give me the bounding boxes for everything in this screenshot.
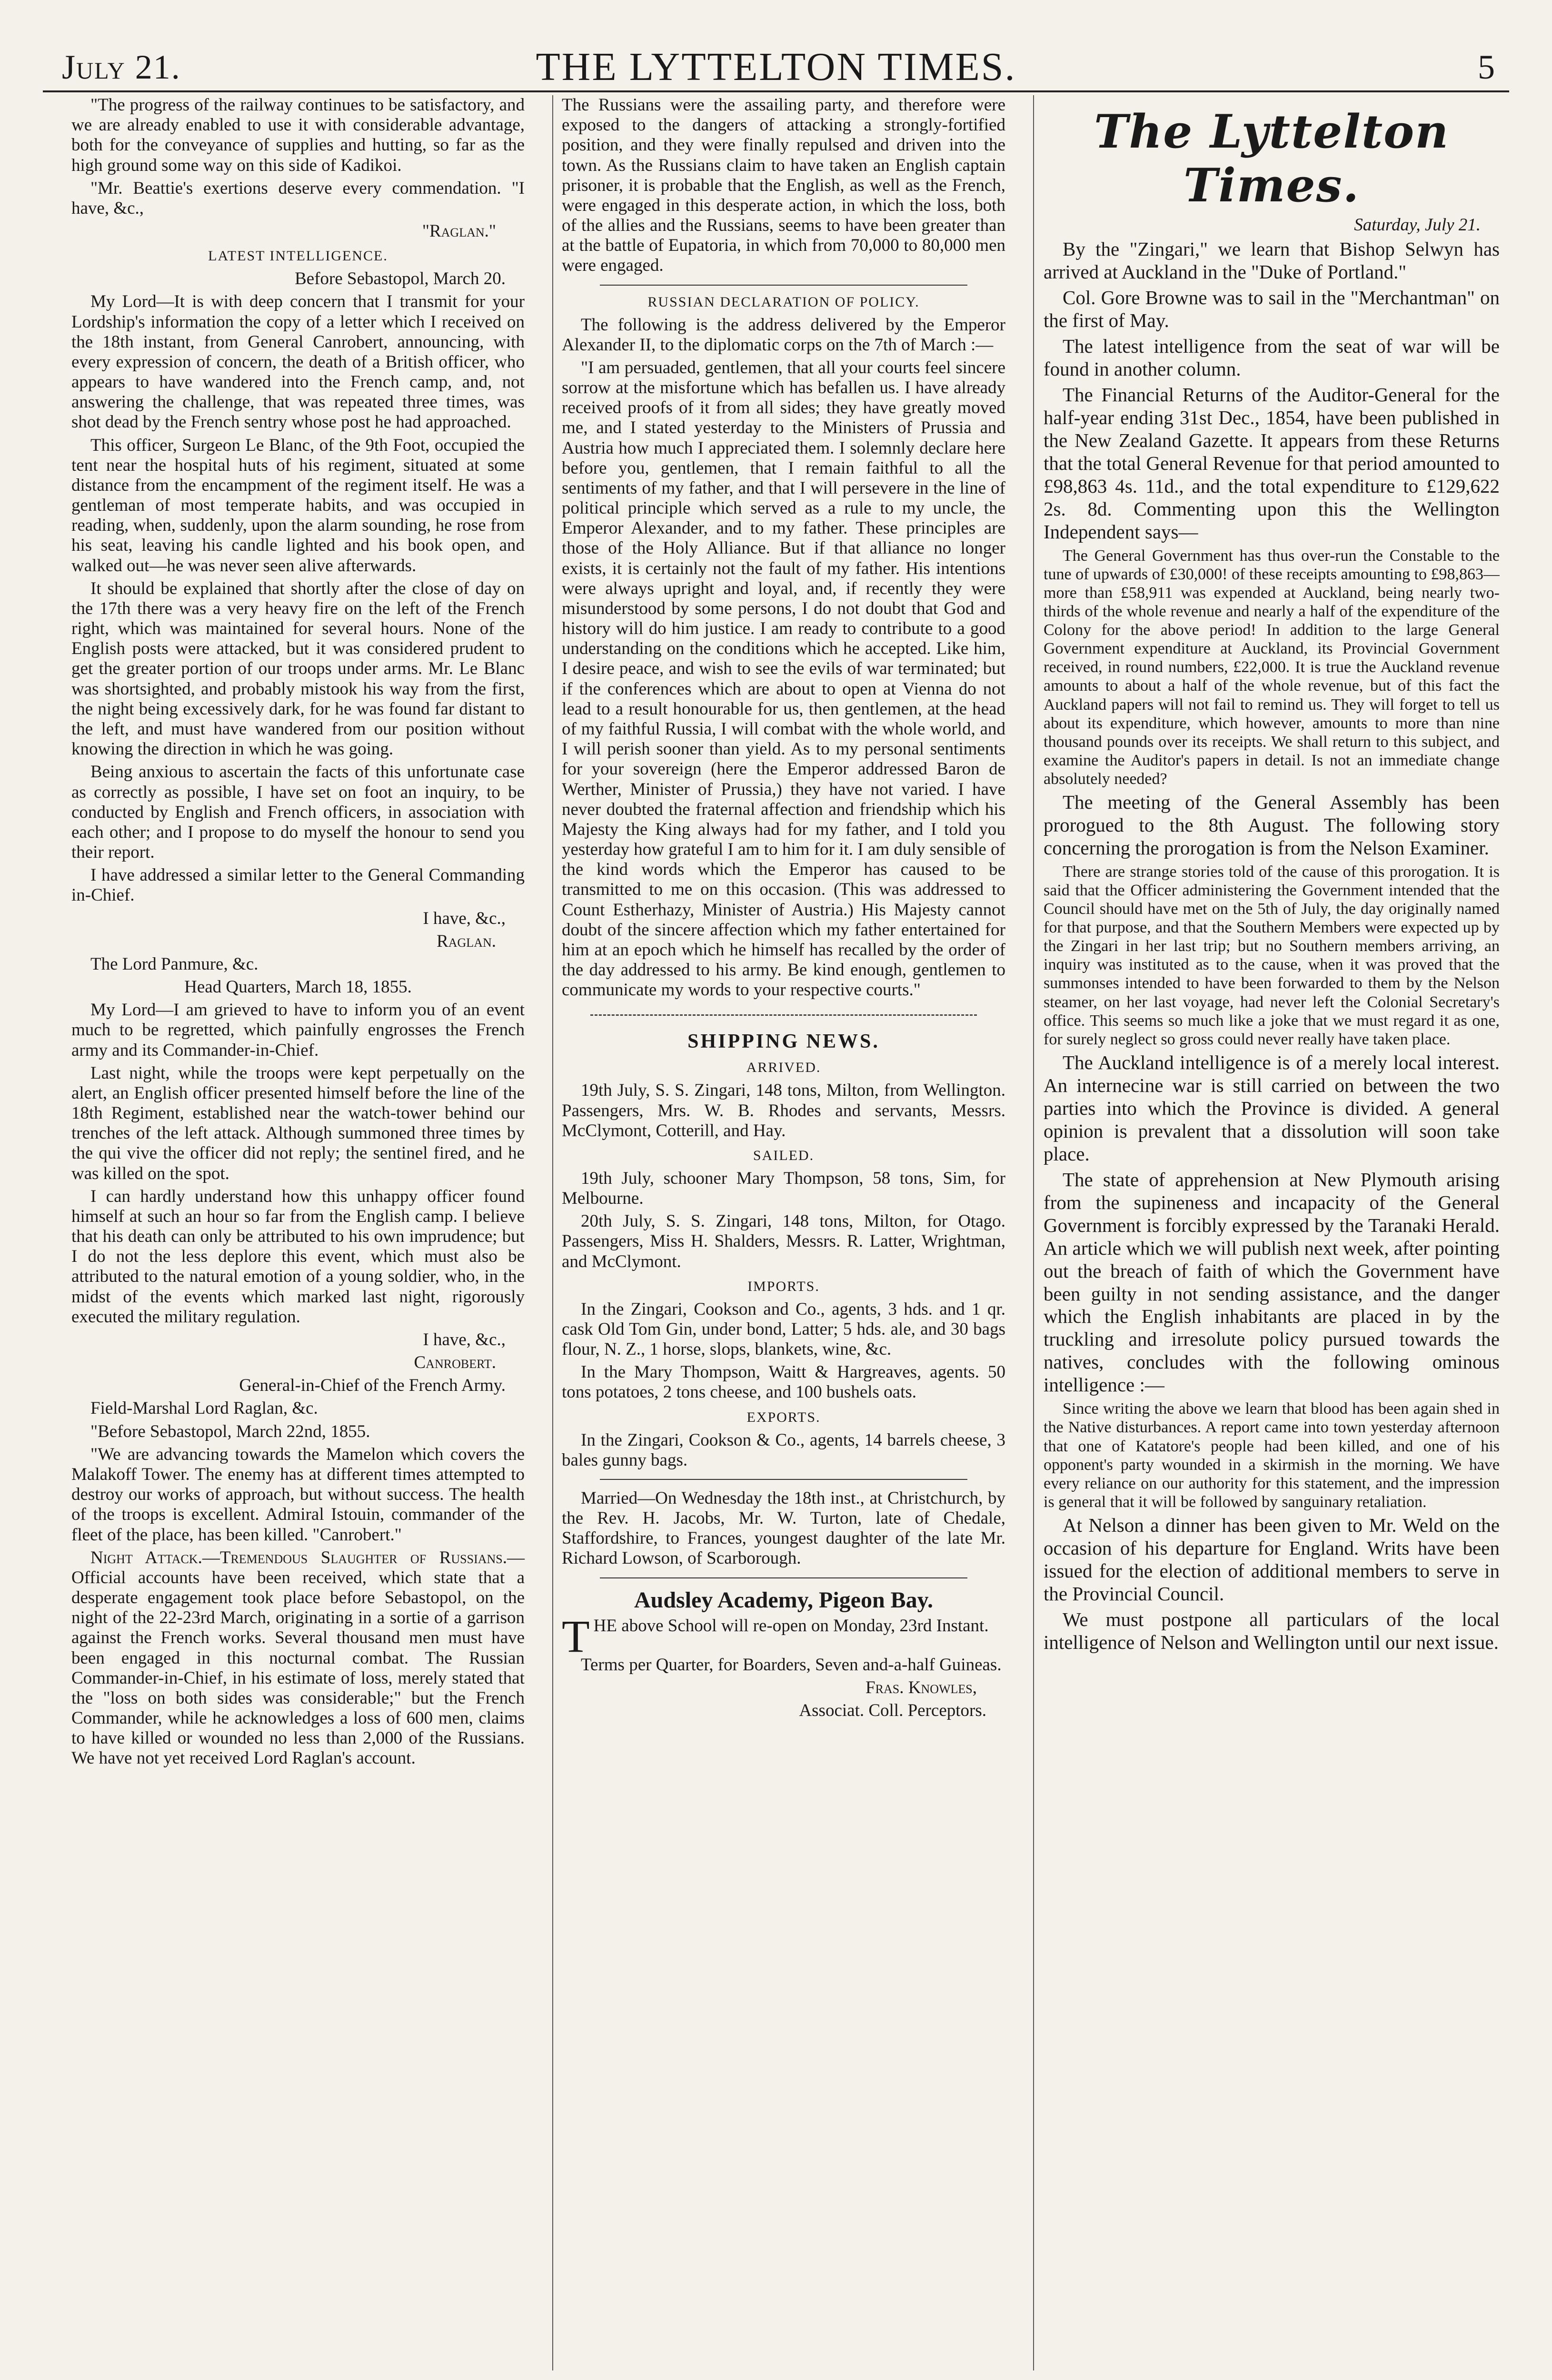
sub-heading: EXPORTS. — [746, 1409, 821, 1425]
divider — [590, 1014, 977, 1016]
addressee: The Lord Panmure, &c. — [90, 954, 259, 974]
advert-heading: Audsley Academy, Pigeon Bay. — [634, 1587, 934, 1613]
quoted-paragraph: There are strange stories told of the cause of this prorogation. It is said that the Officer administering the Government intended that the Council should have met on the 5th of July, the day originally named for that purpose, and that the Southern Members were expected up by the Zingari in her last trip; but no Southern members arriving, an inquiry was instituted as to the cause, when it was proved that the summonses intended to have been forwarded to them by the Nelson steamer, on her last voyage, had never left the Colonial Secretary's office. This seems so much like a joke that we must regard it as one, for surely neglect so gross could never really have taken place. — [1044, 863, 1500, 1048]
quoted-paragraph: Since writing the above we learn that blood has been again shed in the Native disturbances. A report came into town yesterday afternoon that one of Katatore's people had been killed, and one of his opponent's party wounded in a skirmish in the morning. We have every reliance on our authority for this statement, and the impression is general that it will be followed by sanguinary retaliation. — [1044, 1400, 1500, 1511]
dateline: Saturday, July 21. — [1354, 215, 1481, 235]
signature: "Raglan." — [422, 221, 496, 241]
shipping-entry: 19th July, schooner Mary Thompson, 58 tons, Sim, for Melbourne. — [562, 1168, 1005, 1209]
article-paragraph: My Lord—I am grieved to have to inform you of an event much to be regretted, which painfully engrosses the French army and its Commander-in-Chief. — [71, 1000, 525, 1060]
advert-text: Terms per Quarter, for Boarders, Seven and-a-half Guineas. — [581, 1655, 1002, 1675]
article-paragraph: The latest intelligence from the seat of war will be found in another column. — [1044, 335, 1500, 380]
advert-signature-title: Associat. Coll. Perceptors. — [799, 1701, 986, 1720]
article-paragraph: At Nelson a dinner has been given to Mr. Weld on the occasion of his departure for England. Writs have been issued for the election of additional members to serve in the Provincial Council. — [1044, 1514, 1500, 1605]
article-paragraph — [71, 1548, 525, 1769]
article-paragraph: The following is the address delivered by the Emperor Alexander II, to the diplomatic corps on the 7th of March :— — [562, 315, 1005, 355]
article-paragraph: Col. Gore Browne was to sail in the "Merchantman" on the first of May. — [1044, 287, 1500, 332]
shipping-entry: 19th July, S. S. Zingari, 148 tons, Milton, from Wellington. Passengers, Mrs. W. B. Rhodes and servants, Messrs. McClymont, Cotterill, and Hay. — [562, 1081, 1005, 1140]
dateline: Head Quarters, March 18, 1855. — [184, 977, 412, 997]
marriage-notice: Married—On Wednesday the 18th inst., at Christchurch, by the Rev. H. Jacobs, Mr. W. Turton, late of Chedale, Staffordshire, to Frances, youngest daughter of the late Mr. Richard Lowson, of Scarborough. — [562, 1488, 1005, 1568]
article-paragraph: This officer, Surgeon Le Blanc, of the 9th Foot, occupied the tent near the hospital huts of his regiment, situated at some distance from the encampment of the regiment itself. He was a gentleman of most temperate habits, and was occupied in reading, when, suddenly, upon the alarm sounding, he rose from his seat, leaving his candle lighted and his book open, and walked out—he was never seen alive afterwards. — [71, 435, 525, 575]
article-paragraph: Being anxious to ascertain the facts of this unfortunate case as correctly as possible, I have set on foot an inquiry, to be conducted by English and French officers, in association with each other; and I propose to do myself the honour to send you their report. — [71, 762, 525, 863]
article-paragraph: "The progress of the railway continues to be satisfactory, and we are already enabled to use it with considerable advantage, both for the conveyance of supplies and hutting, so far as the high ground some way on this side of Kadikoi. — [71, 95, 525, 175]
page-number: 5 — [1478, 48, 1495, 86]
shipping-entry: In the Zingari, Cookson and Co., agents, 3 hds. and 1 qr. cask Old Tom Gin, under bond, Latter; 5 hds. ale, and 30 bags flour, N. Z., 1 horse, slops, blankets, wine, &c. — [562, 1299, 1005, 1359]
column-1 — [71, 95, 533, 2370]
shipping-entry: In the Zingari, Cookson & Co., agents, 14 barrels cheese, 3 bales gunny bags. — [562, 1430, 1005, 1470]
sub-heading: IMPORTS. — [747, 1278, 820, 1294]
article-paragraph: We must postpone all particulars of the local intelligence of Nelson and Wellington until our next issue. — [1044, 1608, 1500, 1653]
article-paragraph: The meeting of the General Assembly has been prorogued to the 8th August. The following story concerning the prorogation is from the Nelson Examiner. — [1044, 791, 1500, 859]
article-paragraph: By the "Zingari," we learn that Bishop Selwyn has arrived at Auckland in the "Duke of Portland." — [1044, 238, 1500, 283]
section-heading: LATEST INTELLIGENCE. — [208, 248, 388, 264]
advert-signature: Fras. Knowles, — [866, 1677, 977, 1697]
divider — [600, 1479, 967, 1480]
closing: I have, &c., — [423, 1329, 506, 1349]
article-paragraph: My Lord—It is with deep concern that I transmit for your Lordship's information the copy of a letter which I received on the 18th instant, from General Canrobert, announcing, with every expression of concern, the death of a British officer, who appears to have wandered into the French camp, and, not answering the challenge, that was repeated three times, was shot dead by the French sentry whose post he had approached. — [71, 292, 525, 432]
dateline: "Before Sebastopol, March 22nd, 1855. — [90, 1421, 370, 1441]
paragraph-text: —Official accounts have been received, which state that a desperate engagement took place before Sebastopol, on the night of the 22-23rd March, originating in a sortie of a garrison against the French works. Several thousand men must have been engaged in this nocturnal combat. The Russian Commander-in-Chief, in his estimate of loss, merely stated that the "loss on both sides was considerable;" but the French Commander, while he acknowledges a loss of 600 men, claims to have killed or wounded no less than 2,000 of the Russians. We have not yet received Lord Raglan's account. — [71, 1547, 525, 1768]
advert-line: HE above School will re-open on Monday, 23rd Instant. — [593, 1616, 989, 1636]
article-paragraph: I can hardly understand how this unhappy officer found himself at such an hour so far from the English camp. I believe that his death can only be attributed to his own imprudence; but I do not the less deplore this event, which must also be attributed to the natural emotion of a young soldier, who, in the midst of the events which marked last night, rigorously executed the military regulation. — [71, 1186, 525, 1327]
shipping-entry: In the Mary Thompson, Waitt & Hargreaves, agents. 50 tons potatoes, 2 tons cheese, and 100 bushels oats. — [562, 1362, 1005, 1402]
divider — [600, 285, 967, 286]
dateline: Before Sebastopol, March 20. — [295, 269, 506, 289]
inline-heading: Night Attack.—Tremendous Slaughter of Russians. — [90, 1547, 507, 1567]
signature: Canrobert. — [414, 1353, 496, 1373]
article-paragraph: I have addressed a similar letter to the General Commanding in-Chief. — [71, 865, 525, 905]
article-paragraph: "Mr. Beattie's exertions deserve every commendation. "I have, &c., — [71, 178, 525, 218]
quoted-paragraph: The General Government has thus over-run the Constable to the tune of upwards of £30,000! of these receipts amounting to £98,863—more than £58,911 was expended at Auckland, being nearly two-thirds of the whole revenue and nearly a half of the expenditure of the Colony for the above period! In addition to the large General Government expenditure at Auckland, its Provincial Government received, in round numbers, £22,000. It is true the Auckland revenue amounts to about a half of the whole revenue, but of this fact the Auckland papers will not fail to remind us. They will forget to tell us about its expenditure, which however, amounts to more than nine thousand pounds over its receipts. We shall return to this subject, and examine the Auditor's papers in detail. Is not an immediate change absolutely needed? — [1044, 546, 1500, 788]
columns — [71, 95, 1500, 2370]
sub-heading: ARRIVED. — [746, 1060, 821, 1076]
addressee: Field-Marshal Lord Raglan, &c. — [90, 1398, 318, 1418]
header-date: July 21. — [62, 48, 181, 86]
article-paragraph: The state of apprehension at New Plymouth arising from the supineness and incapacity of the General Government is forcibly expressed by the Taranaki Herald. An article which we will publish next week, after pointing out the breach of faith of which the Government have been guilty in not sending assistance, and the danger which the English inhabitants are placed in by the truckling and irresolute policy pursued towards the natives, concludes with the following ominous intelligence :— — [1044, 1168, 1500, 1396]
article-paragraph: The Financial Returns of the Auditor-General for the half-year ending 31st Dec., 1854, have been published in the New Zealand Gazette. It appears from these Returns that the total General Revenue for that period amounted to £98,863 4s. 11d., and the total expenditure to £129,622 2s. 8d. Commenting upon this the Wellington Independent says— — [1044, 383, 1500, 543]
masthead: The Lyttelton Times. — [1094, 105, 1449, 212]
article-paragraph: The Auckland intelligence is of a merely local interest. An internecine war is still carried on between the two parties into which the Province is divided. A general opinion is prevalent that a dissolution will soon take place. — [1044, 1051, 1500, 1165]
signature-title: General-in-Chief of the French Army. — [239, 1376, 506, 1396]
divider — [600, 1577, 967, 1578]
article-paragraph: "We are advancing towards the Mamelon which covers the Malakoff Tower. The enemy has at different times attempted to destroy our works of approach, but without success. The health of the troops is excellent. Admiral Istouin, commander of the fleet of the place, has been killed. "Canrobert." — [71, 1444, 525, 1545]
drop-cap: T — [562, 1610, 590, 1662]
advert-text — [562, 1610, 1005, 1662]
article-paragraph: "I am persuaded, gentlemen, that all your courts feel sincere sorrow at the misfortune which has befallen us. I have already received proofs of it from all sides; they have greatly moved me, and I stated yesterday to the Ministers of Prussia and Austria how much I appreciated them. I solemnly declare here before you, gentlemen, that I remain faithful to all the sentiments of my father, and that I will persevere in the line of political principle which served as a rule to my uncle, the Emperor Alexander, and to my father. These principles are those of the Holy Alliance. But if that alliance no longer exists, it is certainly not the fault of my father. His intentions were always upright and loyal, and, if recently they were misunderstood by some persons, I do not doubt that God and history will do him justice. I am ready to contribute to a good understanding on the conditions which he accepted. Like him, I desire peace, and wish to see the evils of war terminated; but if the conferences which are about to open at Vienna do not lead to a result honourable for us, then gentlemen, at the head of my faithful Russia, I will combat with the whole world, and I will perish sooner than yield. As to my personal sentiments for your sovereign (here the Emperor addressed Baron de Werther, Minister of Prussia,) they have not varied. I have never doubted the fraternal affection and friendship which his Majesty the King always had for my father, and I told you yesterday how grateful I am to him for it. I am duly sensible of the kind words which the Emperor has caused to be transmitted to me on this occasion. (This was addressed to Count Estherhazy, Minister of Austria.) His Majesty cannot doubt of the sincere affection which my father entertained for him at an epoch which he himself has recalled by the order of the day addressed to his army. Be kind enough, gentlemen to communicate my words to your respective courts." — [562, 357, 1005, 1000]
section-heading: SHIPPING NEWS. — [687, 1031, 880, 1053]
article-paragraph: Last night, while the troops were kept perpetually on the alert, an English officer presented himself before the line of the 18th Regiment, established near the watch-tower behind our trenches of the left attack. Although summoned three times by the qui vive the officer did not reply; the sentinel fired, and he was killed on the spot. — [71, 1063, 525, 1183]
closing: I have, &c., — [423, 908, 506, 928]
header-title: THE LYTTELTON TIMES. — [536, 45, 1016, 89]
article-paragraph: The Russians were the assailing party, and therefore were exposed to the dangers of attacking a strongly-fortified position, and they were finally repulsed and driven into the town. As the Russians claim to have taken an English captain prisoner, it is probable that the English, as well as the French, were engaged in this desperate action, in which the loss, both of the allies and the Russians, seems to have been greater than at the battle of Eupatoria, in which from 70,000 to 80,000 men were engaged. — [562, 95, 1005, 276]
column-2 — [552, 95, 1014, 2370]
signature: Raglan. — [437, 931, 496, 951]
sub-heading: SAILED. — [753, 1147, 815, 1163]
section-heading: RUSSIAN DECLARATION OF POLICY. — [647, 294, 920, 310]
column-3 — [1033, 95, 1500, 2370]
shipping-entry: 20th July, S. S. Zingari, 148 tons, Milton, for Otago. Passengers, Miss H. Shalders, Messrs. R. Latter, Wrightman, and McClymont. — [562, 1211, 1005, 1271]
article-paragraph: It should be explained that shortly after the close of day on the 17th there was a very heavy fire on the left of the French right, which was maintained for several hours. None of the English posts were attacked, but it was considered prudent to get the greater portion of our troops under arms. Mr. Le Blanc was shortsighted, and probably mistook his way from the first, the night being excessively dark, for he was found far distant to the left, and must have wandered from our position without knowing the direction in which he was going. — [71, 578, 525, 759]
page-header — [43, 33, 1509, 92]
